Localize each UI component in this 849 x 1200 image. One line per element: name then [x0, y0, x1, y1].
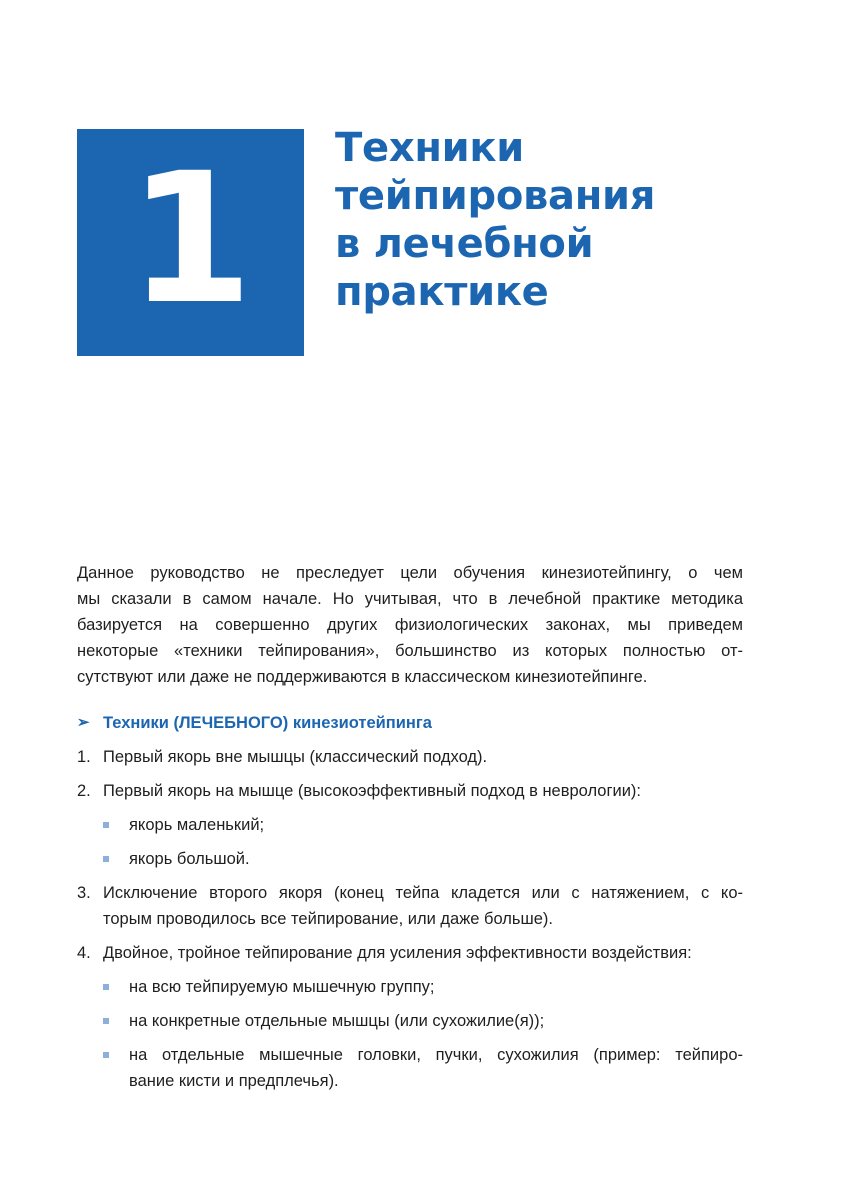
list-item-line: Исключение второго якоря (конец тейпа кладется или с натяжением, с ко-: [103, 884, 743, 902]
chapter-title-line: практике: [335, 269, 549, 315]
list-item: [77, 778, 743, 804]
section-heading-text: Техники (ЛЕЧЕБНОГО) кинезиотейпинга: [103, 714, 432, 732]
list-item-number: 3.: [77, 884, 91, 902]
intro-paragraph: [77, 560, 743, 690]
sub-list-item: [77, 974, 743, 1000]
sub-list-item: [77, 812, 743, 838]
square-bullet-icon: [103, 1008, 129, 1034]
list-item: [77, 940, 743, 966]
intro-line: базируется на совершенно других физиологических законах, мы приведем: [77, 616, 743, 634]
square-bullet-icon: [103, 1042, 129, 1094]
list-item: [77, 880, 743, 932]
list-item: [77, 744, 743, 770]
intro-line: некоторые «техники тейпирования», большинство из которых полностью от-: [77, 642, 743, 660]
chapter-title: [335, 124, 815, 316]
techniques-list: [77, 744, 743, 1094]
sub-list-item-line: на конкретные отдельные мышцы (или сухожилие(я));: [129, 1012, 545, 1030]
square-bullet-icon: [103, 846, 129, 872]
list-item-text: [103, 940, 743, 966]
sub-list-item-text: [129, 1042, 743, 1094]
chapter-title-line: в лечебной: [335, 221, 594, 267]
sub-list-item-text: [129, 812, 743, 838]
chapter-number: 1: [127, 134, 254, 344]
intro-line: мы сказали в самом начале. Но учитывая, что в лечебной практике методика: [77, 590, 743, 608]
square-bullet-icon: [103, 812, 129, 838]
list-item-text: [103, 880, 743, 932]
list-item-text: [103, 778, 743, 804]
list-item-line: Первый якорь вне мышцы (классический подход).: [103, 748, 488, 766]
list-item-number: 1.: [77, 748, 91, 766]
intro-line: Данное руководство не преследует цели обучения кинезиотейпингу, о чем: [77, 564, 743, 582]
section-heading: [77, 710, 743, 736]
sub-list-item-line: вание кисти и предплечья).: [129, 1072, 339, 1090]
sub-list-item-text: [129, 1008, 743, 1034]
sub-list-item: [77, 1042, 743, 1094]
intro-line: сутствуют или даже не поддерживаются в классическом кинезиотейпинге.: [77, 668, 648, 686]
sub-list-item: [77, 1008, 743, 1034]
list-item-text: [103, 744, 743, 770]
chapter-number-box: [77, 129, 304, 356]
square-bullet-icon: [103, 974, 129, 1000]
sub-list-item-line: якорь большой.: [129, 850, 250, 868]
chapter-title-line: Техники: [335, 125, 524, 171]
list-item-line: торым проводилось все тейпирование, или даже больше).: [103, 910, 553, 928]
sub-list-item-line: на отдельные мышечные головки, пучки, сухожилия (пример: тейпиро-: [129, 1046, 743, 1064]
sub-list-item-line: на всю тейпируемую мышечную группу;: [129, 978, 435, 996]
list-item-line: Первый якорь на мышце (высокоэффективный подход в неврологии):: [103, 782, 642, 800]
sub-list-item-text: [129, 846, 743, 872]
sub-list-item-line: якорь маленький;: [129, 816, 265, 834]
sub-list-item: [77, 846, 743, 872]
list-item-number: 2.: [77, 782, 91, 800]
chapter-content: [77, 560, 743, 1094]
list-item-line: Двойное, тройное тейпирование для усиления эффективности воздействия:: [103, 944, 692, 962]
sub-list-item-text: [129, 974, 743, 1000]
list-item-number: 4.: [77, 944, 91, 962]
chapter-title-line: тейпирования: [335, 173, 656, 219]
arrow-icon: ➢: [77, 714, 90, 731]
